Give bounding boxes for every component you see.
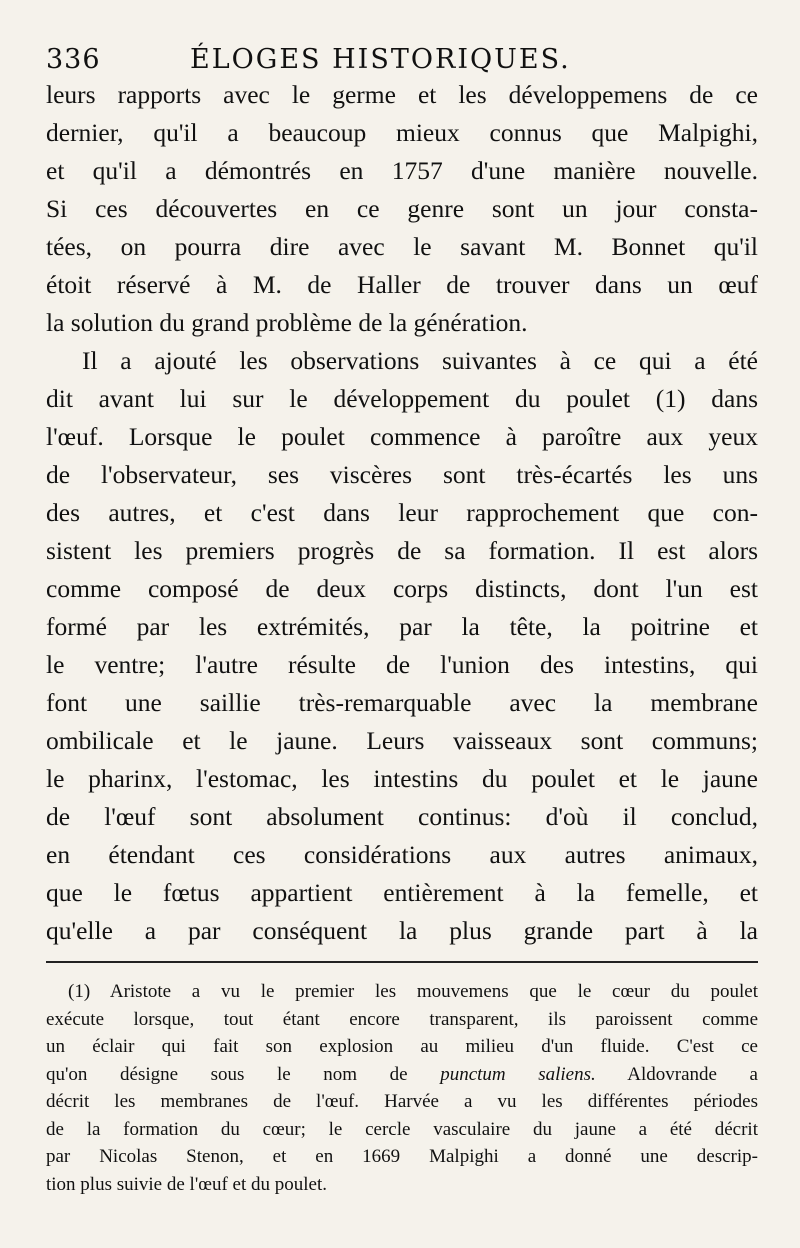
text-line: le ventre; l'autre résulte de l'union des intestins, qui (46, 650, 758, 679)
running-title: ÉLOGES HISTORIQUES. (190, 44, 571, 75)
body-text (46, 76, 758, 950)
footnote-line: par Nicolas Stenon, et en 1669 Malpighi a donné une descrip- (46, 1146, 758, 1167)
footnote-line: un éclair qui fait son explosion au milieu d'un fluide. C'est ce (46, 1036, 758, 1057)
text-line: Si ces découvertes en ce genre sont un jour consta- (46, 194, 758, 223)
text-line: sistent les premiers progrès de sa formation. Il est alors (46, 536, 758, 565)
footnote-line: tion plus suivie de l'œuf et du poulet. (46, 1173, 328, 1195)
text-line: dit avant lui sur le développement du poulet (1) dans (46, 384, 758, 413)
text-line: l'œuf. Lorsque le poulet commence à paroître aux yeux (46, 422, 758, 451)
text-line: la solution du grand problème de la génération. (46, 308, 528, 337)
text-line: qu'elle a par conséquent la plus grande part à la (46, 916, 758, 945)
footnote-line: exécute lorsque, tout étant encore transparent, ils paroissent comme (46, 1008, 758, 1030)
footnote-divider (46, 961, 758, 963)
text-line: ombilicale et le jaune. Leurs vaisseaux sont communs; (46, 726, 758, 755)
footnote-line: décrit les membranes de l'œuf. Harvée a vu les différentes périodes (46, 1091, 758, 1112)
text-line: que le fœtus appartient entièrement à la femelle, et (46, 878, 758, 907)
text-line: étoit réservé à M. de Haller de trouver dans un œuf (46, 270, 758, 299)
footnote-line: de la formation du cœur; le cercle vasculaire du jaune a été décrit (46, 1118, 758, 1140)
latin-term: punctum saliens. (440, 1063, 596, 1085)
text-line: le pharinx, l'estomac, les intestins du poulet et le jaune (46, 764, 758, 793)
page-number: 336 (46, 44, 101, 75)
text-line: de l'observateur, ses viscères sont très-écartés les uns (46, 460, 758, 489)
text-line: et qu'il a démontrés en 1757 d'une manière nouvelle. (46, 156, 758, 185)
text-line: tées, on pourra dire avec le savant M. Bonnet qu'il (46, 232, 758, 261)
footnote (46, 978, 758, 1198)
footnote-line: (1) Aristote a vu le premier les mouvemens que le cœur du poulet (68, 981, 758, 1002)
text-line: dernier, qu'il a beaucoup mieux connus que Malpighi, (46, 118, 758, 147)
text-line: formé par les extrémités, par la tête, la poitrine et (46, 612, 758, 641)
text-line: des autres, et c'est dans leur rapprochement que con- (46, 498, 758, 527)
footnote-fragment: Aldovrande a (627, 1063, 758, 1085)
paragraph-start-line: Il a ajouté les observations suivantes à ce qui a été (82, 346, 758, 375)
page-header (46, 40, 756, 80)
text-line: de l'œuf sont absolument continus: d'où il conclud, (46, 802, 758, 831)
text-line: font une saillie très-remarquable avec la membrane (46, 688, 758, 717)
footnote-fragment: qu'on désigne sous le nom de (46, 1063, 408, 1085)
text-line: en étendant ces considérations aux autres animaux, (46, 840, 758, 869)
text-line: comme composé de deux corps distincts, dont l'un est (46, 574, 758, 603)
footnote-line-with-latin (46, 1061, 758, 1089)
text-line: leurs rapports avec le germe et les développemens de ce (46, 80, 758, 109)
